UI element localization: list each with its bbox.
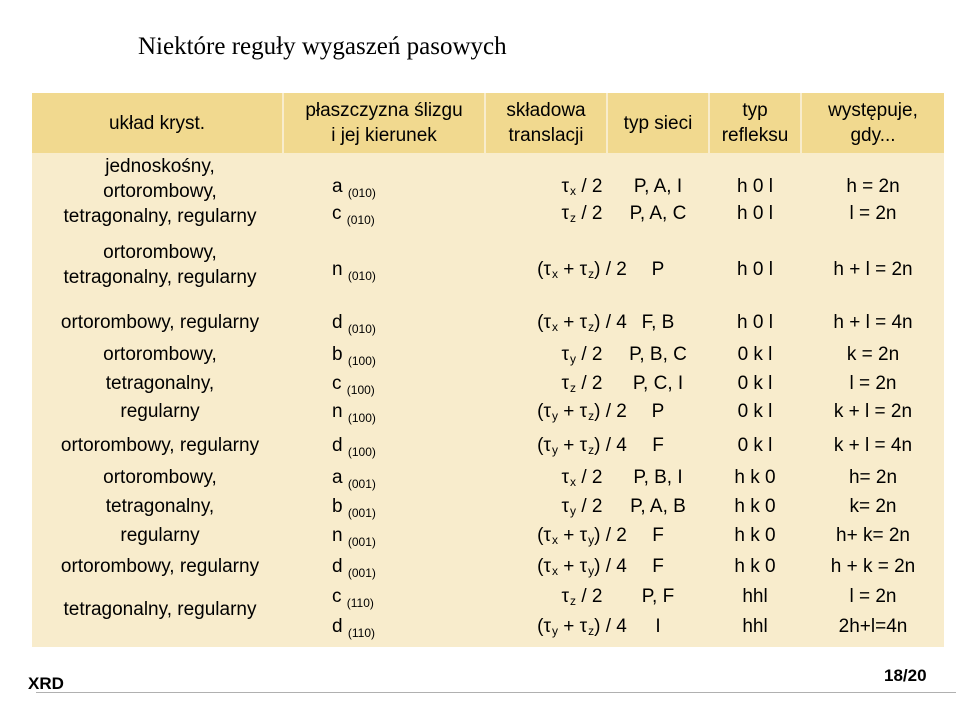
lattice-type: P xyxy=(651,259,665,280)
translation: (τy + τz) / 4 xyxy=(537,435,627,457)
condition: l = 2n xyxy=(849,373,897,394)
system-label: ortorombowy, xyxy=(103,242,217,263)
system-label: jednoskośny, xyxy=(105,156,215,177)
translation: τy / 2 xyxy=(561,496,603,518)
reflex-type: 0 k l xyxy=(737,401,773,422)
condition: h+ k= 2n xyxy=(836,525,910,546)
page-number: 18/20 xyxy=(884,666,927,685)
reflex-type: h 0 l xyxy=(737,312,773,333)
system-label: ortorombowy, xyxy=(103,467,217,488)
translation: (τx + τz) / 2 xyxy=(537,259,627,281)
condition: h + l = 4n xyxy=(833,312,913,333)
glide-plane: n $_{(100)}$ xyxy=(332,401,376,425)
lattice-type: F xyxy=(652,525,664,546)
header-translation-line1: składowa xyxy=(506,100,586,121)
glide-plane: a $_{(001)}$ xyxy=(332,467,376,491)
glide-plane: n $_{(001)}$ xyxy=(332,525,376,549)
system-label: tetragonalny, regularny xyxy=(63,206,257,227)
lattice-type: P, B, I xyxy=(633,467,683,488)
system-label: ortorombowy, xyxy=(103,181,217,202)
condition: l = 2n xyxy=(849,586,897,607)
glide-plane: c $_{(110)}$ xyxy=(332,586,374,610)
translation: (τy + τz) / 2 xyxy=(537,401,627,423)
header-reflex-line2: refleksu xyxy=(721,125,789,146)
lattice-type: P, A, I xyxy=(633,176,683,197)
condition: k + l = 4n xyxy=(833,435,913,456)
condition: k = 2n xyxy=(846,344,900,365)
condition: k= 2n xyxy=(849,496,897,517)
system-label: tetragonalny, xyxy=(105,373,215,394)
reflex-type: h 0 l xyxy=(737,259,773,280)
lattice-type: P, A, C xyxy=(629,203,687,224)
system-label: tetragonalny, regularny xyxy=(63,267,257,288)
reflex-type: h 0 l xyxy=(737,176,773,197)
reflex-type: h k 0 xyxy=(734,556,776,577)
slide-title: Niektóre reguły wygaszeń pasowych xyxy=(138,33,507,60)
condition: h = 2n xyxy=(846,176,900,197)
glide-plane: a $_{(010)}$ xyxy=(332,176,376,200)
reflex-type: h k 0 xyxy=(734,467,776,488)
lattice-type: P, B, C xyxy=(629,344,687,365)
reflex-type: 0 k l xyxy=(737,344,773,365)
reflex-type: h k 0 xyxy=(734,496,776,517)
lattice-type: P, F xyxy=(641,586,675,607)
system-label: ortorombowy, regularny xyxy=(60,312,260,333)
condition: h + l = 2n xyxy=(833,259,913,280)
translation: τx / 2 xyxy=(561,467,603,489)
header-translation-line2: translacji xyxy=(508,125,584,146)
header-condition-line1: występuje, xyxy=(828,100,918,121)
translation: τx / 2 xyxy=(561,176,603,198)
footer-divider xyxy=(36,692,956,693)
translation: (τx + τy) / 2 xyxy=(537,525,627,547)
translation: τy / 2 xyxy=(561,344,603,366)
condition: k + l = 2n xyxy=(833,401,913,422)
system-label: tetragonalny, regularny xyxy=(63,599,257,620)
glide-plane-table xyxy=(32,93,944,647)
glide-plane: c $_{(100)}$ xyxy=(332,373,375,397)
reflex-type: 0 k l xyxy=(737,373,773,394)
footer-label: XRD xyxy=(28,674,64,693)
glide-plane: d $_{(001)}$ xyxy=(332,556,376,580)
header-lattice: typ sieci xyxy=(623,113,693,134)
lattice-type: P, A, B xyxy=(630,496,686,517)
translation: (τx + τz) / 4 xyxy=(537,312,627,334)
translation: τz / 2 xyxy=(561,373,603,395)
glide-plane: c $_{(010)}$ xyxy=(332,203,375,227)
lattice-type: P xyxy=(651,401,665,422)
system-label: ortorombowy, regularny xyxy=(60,556,260,577)
reflex-type: hhl xyxy=(742,586,768,607)
system-label: regularny xyxy=(120,401,200,422)
system-label: ortorombowy, xyxy=(103,344,217,365)
reflex-type: h k 0 xyxy=(734,525,776,546)
header-plane-line2: i jej kierunek xyxy=(331,125,437,146)
condition: 2h+l=4n xyxy=(838,616,908,637)
glide-plane: n $_{(010)}$ xyxy=(332,259,376,283)
reflex-type: 0 k l xyxy=(737,435,773,456)
translation: τz / 2 xyxy=(561,203,603,225)
glide-plane: d $_{(010)}$ xyxy=(332,312,376,336)
system-label: ortorombowy, regularny xyxy=(60,435,260,456)
lattice-type: P, C, I xyxy=(632,373,684,394)
translation: (τy + τz) / 4 xyxy=(537,616,627,638)
condition: l = 2n xyxy=(849,203,897,224)
glide-plane: d $_{(110)}$ xyxy=(332,616,375,640)
translation: (τx + τy) / 4 xyxy=(537,556,627,578)
glide-plane: d $_{(100)}$ xyxy=(332,435,376,459)
glide-plane: b $_{(001)}$ xyxy=(332,496,376,520)
header-plane-line1: płaszczyzna ślizgu xyxy=(305,100,463,121)
condition: h= 2n xyxy=(848,467,898,488)
translation: τz / 2 xyxy=(561,586,603,608)
header-reflex-line1: typ xyxy=(742,100,768,121)
reflex-type: h 0 l xyxy=(737,203,773,224)
system-label: regularny xyxy=(120,525,200,546)
lattice-type: F xyxy=(652,435,664,456)
system-label: tetragonalny, xyxy=(105,496,215,517)
glide-plane: b $_{(100)}$ xyxy=(332,344,376,368)
lattice-type: F, B xyxy=(641,312,675,333)
lattice-type: I xyxy=(655,616,661,637)
condition: h + k = 2n xyxy=(830,556,916,577)
header-system: układ kryst. xyxy=(108,113,206,134)
reflex-type: hhl xyxy=(742,616,768,637)
lattice-type: F xyxy=(652,556,664,577)
header-condition-line2: gdy... xyxy=(850,125,896,146)
